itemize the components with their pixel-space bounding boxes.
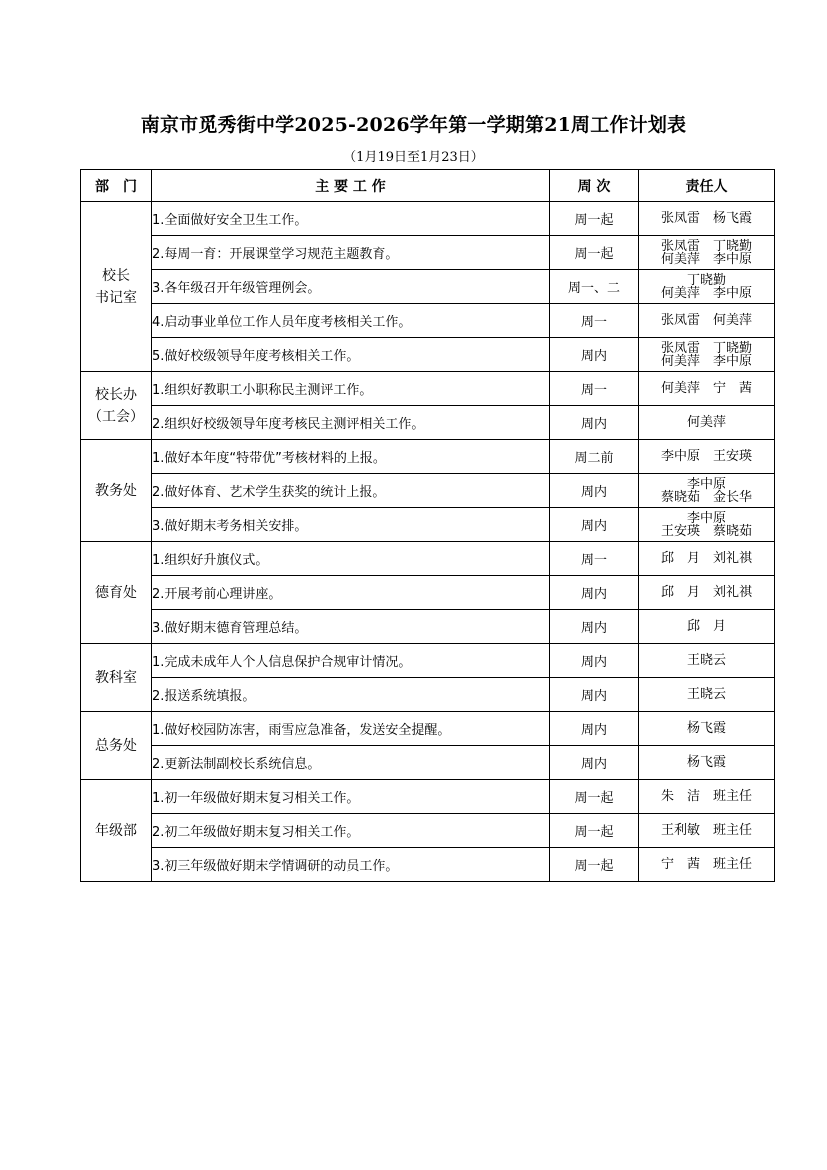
department-name-line: 总务处	[95, 737, 137, 754]
table-row	[81, 746, 775, 780]
responsible-person-line: 李中原	[686, 510, 726, 526]
table-row	[81, 576, 775, 610]
responsible-cell	[639, 814, 775, 848]
week-cell: 周一起	[550, 236, 639, 270]
table-row	[81, 236, 775, 270]
table-body	[81, 202, 775, 882]
table-row	[81, 610, 775, 644]
responsible-person-line: 张凤雷 何美萍	[660, 313, 752, 328]
responsible-person-line: 何美萍 李中原	[660, 353, 752, 369]
task-cell: 4.启动事业单位工作人员年度考核相关工作。	[152, 304, 550, 338]
work-plan-table	[80, 169, 775, 882]
responsible-person-line: 王安瑛 蔡晓茹	[660, 523, 752, 539]
responsible-cell	[639, 372, 775, 406]
department-cell	[81, 542, 152, 644]
task-cell: 3.做好期末德育管理总结。	[152, 610, 550, 644]
responsible-person-line: 王利敏 班主任	[660, 823, 752, 838]
task-cell: 3.做好期末考务相关安排。	[152, 508, 550, 542]
responsible-cell	[639, 542, 775, 576]
task-cell: 2.每周一育：开展课堂学习规范主题教育。	[152, 236, 550, 270]
responsible-cell	[639, 780, 775, 814]
responsible-person-line: 张凤雷 丁晓勤	[660, 340, 752, 356]
date-range: （1月19日至1月23日）	[343, 150, 484, 165]
responsible-cell	[639, 440, 775, 474]
header-week: 周 次	[550, 170, 639, 202]
responsible-person-line: 邱 月 刘礼祺	[660, 585, 752, 600]
task-cell: 2.报送系统填报。	[152, 678, 550, 712]
task-cell: 2.初二年级做好期末复习相关工作。	[152, 814, 550, 848]
week-cell: 周内	[550, 474, 639, 508]
week-cell: 周一起	[550, 848, 639, 882]
responsible-person-line: 王晓云	[686, 687, 726, 702]
responsible-cell	[639, 644, 775, 678]
table-row	[81, 644, 775, 678]
responsible-cell	[639, 304, 775, 338]
document-title: 南京市觅秀街中学2025-2026学年第一学期第21周工作计划表	[140, 114, 687, 136]
department-name-line: 教务处	[95, 482, 137, 499]
responsible-cell	[639, 236, 775, 270]
table-row	[81, 270, 775, 304]
table-header-row	[81, 170, 775, 202]
week-cell: 周内	[550, 508, 639, 542]
responsible-person-line: 朱 洁 班主任	[660, 789, 752, 804]
responsible-person-line: 张凤雷 杨飞霞	[660, 211, 752, 226]
table-row	[81, 814, 775, 848]
responsible-cell	[639, 576, 775, 610]
task-cell: 2.做好体育、艺术学生获奖的统计上报。	[152, 474, 550, 508]
week-cell: 周内	[550, 610, 639, 644]
department-name-line: 教科室	[95, 669, 137, 686]
responsible-cell	[639, 202, 775, 236]
responsible-person-line: 邱 月	[686, 619, 726, 634]
responsible-person-line: 何美萍 李中原	[660, 251, 752, 267]
table-row	[81, 848, 775, 882]
table-row	[81, 440, 775, 474]
table-row	[81, 678, 775, 712]
department-cell	[81, 202, 152, 372]
table-row	[81, 712, 775, 746]
table-row	[81, 508, 775, 542]
department-cell	[81, 644, 152, 712]
week-cell: 周内	[550, 712, 639, 746]
responsible-person-line: 蔡晓茹 金长华	[660, 489, 752, 505]
responsible-cell	[639, 508, 775, 542]
department-cell	[81, 712, 152, 780]
task-cell: 1.组织好教职工小职称民主测评工作。	[152, 372, 550, 406]
department-cell	[81, 372, 152, 440]
week-cell: 周一、二	[550, 270, 639, 304]
table-row	[81, 304, 775, 338]
responsible-cell	[639, 746, 775, 780]
week-cell: 周一起	[550, 814, 639, 848]
department-name-line: （工会）	[88, 408, 144, 425]
table-row	[81, 780, 775, 814]
task-cell: 1.做好校园防冻害，雨雪应急准备，发送安全提醒。	[152, 712, 550, 746]
table-row	[81, 406, 775, 440]
table-row	[81, 338, 775, 372]
week-cell: 周一	[550, 304, 639, 338]
week-cell: 周一起	[550, 202, 639, 236]
task-cell: 1.组织好升旗仪式。	[152, 542, 550, 576]
task-cell: 1.全面做好安全卫生工作。	[152, 202, 550, 236]
responsible-person-line: 李中原	[686, 476, 726, 492]
responsible-cell	[639, 712, 775, 746]
week-cell: 周一起	[550, 780, 639, 814]
responsible-person-line: 何美萍	[686, 415, 726, 430]
responsible-person-line: 何美萍 宁 茜	[660, 381, 752, 396]
task-cell: 3.各年级召开年级管理例会。	[152, 270, 550, 304]
responsible-cell	[639, 338, 775, 372]
week-cell: 周内	[550, 406, 639, 440]
table-row	[81, 542, 775, 576]
department-name-line: 校长办	[95, 386, 137, 403]
task-cell: 5.做好校级领导年度考核相关工作。	[152, 338, 550, 372]
responsible-person-line: 李中原 王安瑛	[660, 449, 752, 464]
header-responsible: 责任人	[639, 170, 775, 202]
table-row	[81, 474, 775, 508]
responsible-person-line: 邱 月 刘礼祺	[660, 551, 752, 566]
responsible-person-line: 杨飞霞	[686, 755, 726, 770]
responsible-person-line: 宁 茜 班主任	[660, 857, 752, 872]
week-cell: 周内	[550, 746, 639, 780]
week-cell: 周内	[550, 678, 639, 712]
responsible-cell	[639, 406, 775, 440]
department-cell	[81, 780, 152, 882]
responsible-cell	[639, 610, 775, 644]
task-cell: 1.完成未成年人个人信息保护合规审计情况。	[152, 644, 550, 678]
department-name-line: 校长	[102, 267, 130, 284]
header-department: 部 门	[81, 170, 152, 202]
task-cell: 1.初一年级做好期末复习相关工作。	[152, 780, 550, 814]
responsible-person-line: 王晓云	[686, 653, 726, 668]
responsible-cell	[639, 270, 775, 304]
task-cell: 1.做好本年度“特带优”考核材料的上报。	[152, 440, 550, 474]
responsible-cell	[639, 474, 775, 508]
department-name-line: 年级部	[95, 822, 137, 839]
responsible-person-line: 张凤雷 丁晓勤	[660, 238, 752, 254]
responsible-cell	[639, 678, 775, 712]
responsible-person-line: 杨飞霞	[686, 721, 726, 736]
week-cell: 周二前	[550, 440, 639, 474]
table-row	[81, 372, 775, 406]
week-cell: 周内	[550, 576, 639, 610]
week-cell: 周内	[550, 644, 639, 678]
task-cell: 2.组织好校级领导年度考核民主测评相关工作。	[152, 406, 550, 440]
department-cell	[81, 440, 152, 542]
task-cell: 3.初三年级做好期末学情调研的动员工作。	[152, 848, 550, 882]
responsible-person-line: 何美萍 李中原	[660, 285, 752, 301]
week-cell: 周内	[550, 338, 639, 372]
week-cell: 周一	[550, 542, 639, 576]
task-cell: 2.更新法制副校长系统信息。	[152, 746, 550, 780]
task-cell: 2.开展考前心理讲座。	[152, 576, 550, 610]
department-name-line: 德育处	[95, 584, 137, 601]
week-cell: 周一	[550, 372, 639, 406]
header-work: 主 要 工 作	[152, 170, 550, 202]
responsible-cell	[639, 848, 775, 882]
table-row	[81, 202, 775, 236]
responsible-person-line: 丁晓勤	[686, 272, 726, 288]
department-name-line: 书记室	[95, 289, 137, 306]
